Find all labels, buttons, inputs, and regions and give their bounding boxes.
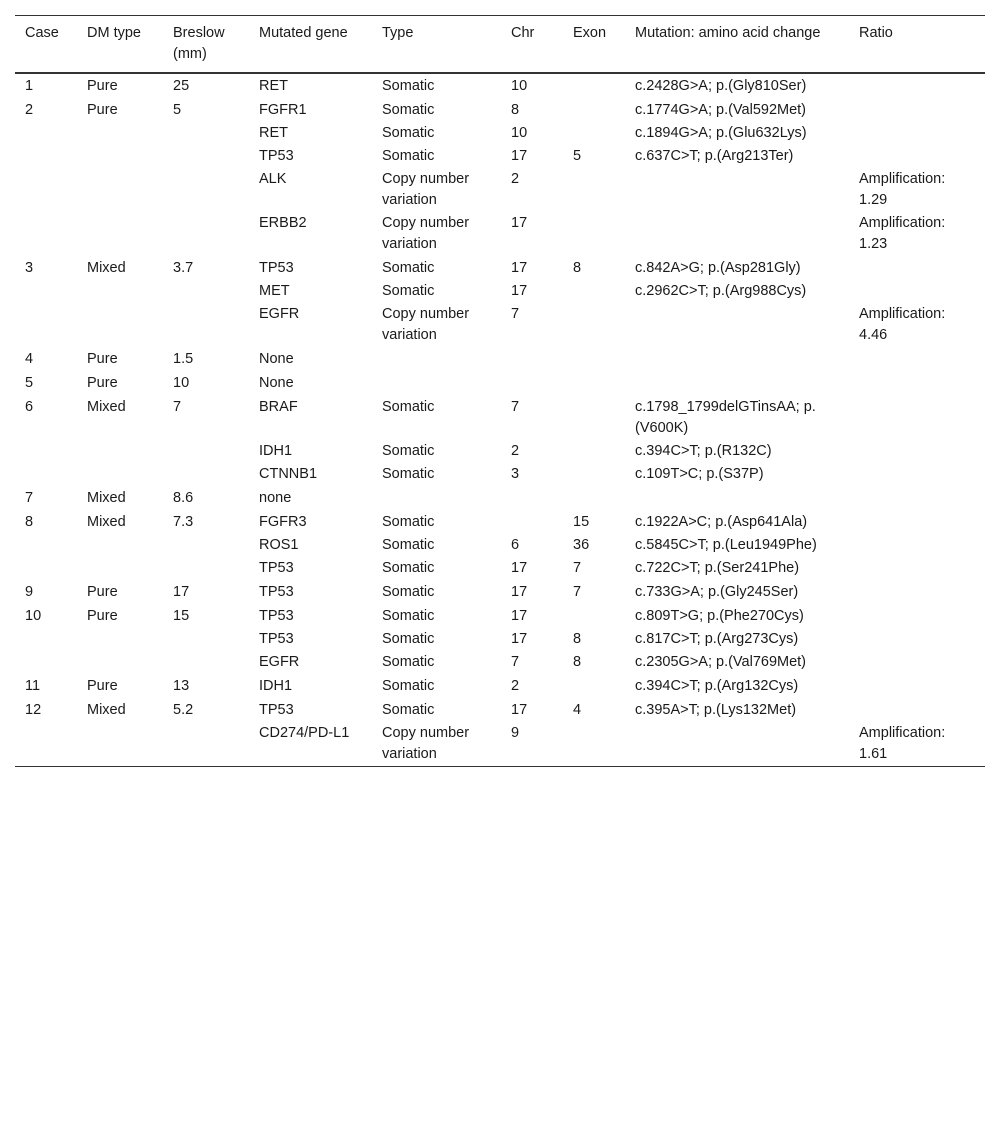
table-row [15,534,985,557]
cell-ratio [849,122,985,145]
cell-type: Copy number variation [382,171,470,208]
cell-exon: 7 [573,560,582,576]
cell-chr [501,486,563,510]
cell-breslow: 15 [173,608,190,624]
header-case: Case [25,25,59,41]
cell-mutation: c.1774G>A; p.(Val592Met) [635,102,807,118]
cell-chr: 2 [511,171,520,187]
cell-dm-type [77,303,163,347]
cell-mutation: c.842A>G; p.(Asp281Gly) [635,260,801,276]
cell-exon: 8 [573,654,582,670]
cell-mutated-gene: CTNNB1 [259,466,318,482]
cell-mutation [625,303,849,347]
cell-mutated-gene: TP53 [259,631,294,647]
cell-ratio: Amplification: 1.29 [859,171,946,208]
cell-dm-type [77,280,163,303]
cell-ratio [849,371,985,395]
cell-exon [563,440,625,463]
table-row [15,510,985,534]
cell-breslow [163,440,249,463]
cell-chr: 8 [511,102,520,118]
cell-dm-type [77,557,163,580]
cell-chr: 17 [511,283,528,299]
cell-breslow [163,122,249,145]
table-row [15,580,985,604]
cell-dm-type: Pure [87,678,118,694]
table-row [15,98,985,122]
cell-mutated-gene: none [259,490,292,506]
cell-mutated-gene: TP53 [259,702,294,718]
cell-dm-type: Mixed [87,514,126,530]
cell-breslow [163,534,249,557]
cell-dm-type [77,534,163,557]
cell-type: Somatic [382,466,435,482]
table-body [15,73,985,767]
cell-exon [563,395,625,440]
cell-breslow [163,212,249,256]
cell-exon [563,371,625,395]
cell-exon [563,122,625,145]
table-row [15,73,985,98]
cell-type: Somatic [382,399,435,415]
cell-breslow [163,168,249,212]
cell-breslow: 5 [173,102,182,118]
cell-case: 3 [25,260,34,276]
header-row [15,16,985,74]
table-row [15,303,985,347]
cell-dm-type [77,628,163,651]
cell-type: Somatic [382,78,435,94]
table-row [15,486,985,510]
cell-dm-type: Pure [87,351,118,367]
table-row [15,212,985,256]
cell-ratio [849,628,985,651]
cell-breslow [163,628,249,651]
cell-ratio: Amplification: 4.46 [859,306,946,343]
cell-case: 12 [25,702,42,718]
cell-mutation: c.722C>T; p.(Ser241Phe) [635,560,800,576]
cell-exon [563,98,625,122]
cell-mutated-gene: ALK [259,171,287,187]
cell-ratio [849,280,985,303]
cell-ratio [849,674,985,698]
cell-type: Somatic [382,702,435,718]
cell-exon: 8 [573,631,582,647]
cell-ratio [849,145,985,168]
table-row [15,628,985,651]
table-row [15,651,985,674]
cell-chr: 7 [511,399,520,415]
cell-exon [563,168,625,212]
cell-type: Somatic [382,537,435,553]
cell-case: 4 [25,351,34,367]
cell-mutation: c.109T>C; p.(S37P) [635,466,764,482]
cell-type: Somatic [382,678,435,694]
cell-dm-type: Mixed [87,490,126,506]
table-row [15,256,985,280]
cell-type: Somatic [382,260,435,276]
cell-case: 11 [25,678,41,694]
cell-dm-type [77,145,163,168]
cell-breslow: 10 [173,375,190,391]
cell-chr [501,510,563,534]
cell-exon [563,212,625,256]
cell-type: Somatic [382,102,435,118]
cell-breslow [163,463,249,486]
cell-case: 6 [25,399,34,415]
cell-type: Somatic [382,560,435,576]
cell-mutation: c.5845C>T; p.(Leu1949Phe) [635,537,817,553]
cell-breslow: 25 [173,78,190,94]
cell-case [15,463,77,486]
cell-breslow [163,722,249,767]
cell-type: Somatic [382,148,435,164]
cell-breslow: 5.2 [173,702,194,718]
header-breslow: Breslow (mm) [173,25,225,62]
cell-ratio [849,463,985,486]
cell-type: Somatic [382,654,435,670]
header-mutation: Mutation: amino acid change [635,25,821,41]
cell-mutated-gene: EGFR [259,654,300,670]
cell-ratio [849,98,985,122]
cell-mutation: c.817C>T; p.(Arg273Cys) [635,631,799,647]
cell-mutated-gene: IDH1 [259,678,293,694]
cell-case [15,145,77,168]
cell-mutation [625,371,849,395]
cell-ratio [849,698,985,722]
cell-mutated-gene: FGFR3 [259,514,307,530]
cell-breslow [163,651,249,674]
table-row [15,463,985,486]
cell-ratio [849,557,985,580]
cell-chr: 17 [511,215,528,231]
cell-type [372,347,501,371]
cell-mutation: c.394C>T; p.(Arg132Cys) [635,678,799,694]
cell-chr: 3 [511,466,520,482]
cell-type: Somatic [382,608,435,624]
cell-mutation: c.2305G>A; p.(Val769Met) [635,654,807,670]
cell-type: Somatic [382,514,435,530]
cell-case [15,280,77,303]
cell-chr [501,371,563,395]
cell-type: Copy number variation [382,215,470,252]
header-type: Type [382,25,414,41]
cell-chr: 2 [511,678,520,694]
cell-case [15,628,77,651]
cell-mutated-gene: FGFR1 [259,102,307,118]
cell-case [15,534,77,557]
cell-mutation: c.2962C>T; p.(Arg988Cys) [635,283,807,299]
table-row [15,722,985,767]
mutation-table [15,15,985,767]
header-dm-type: DM type [87,25,141,41]
cell-dm-type [77,440,163,463]
cell-dm-type: Mixed [87,399,126,415]
cell-mutation: c.1894G>A; p.(Glu632Lys) [635,125,807,141]
cell-exon [563,604,625,628]
cell-mutated-gene: RET [259,78,288,94]
cell-type: Somatic [382,631,435,647]
cell-chr: 7 [511,654,520,670]
cell-case: 10 [25,608,42,624]
cell-dm-type: Pure [87,78,118,94]
cell-mutated-gene: IDH1 [259,443,293,459]
cell-case [15,122,77,145]
cell-case [15,168,77,212]
cell-mutation: c.637C>T; p.(Arg213Ter) [635,148,794,164]
cell-case: 8 [25,514,34,530]
cell-type: Somatic [382,283,435,299]
cell-mutated-gene: EGFR [259,306,300,322]
cell-case [15,722,77,767]
cell-mutation: c.1922A>C; p.(Asp641Ala) [635,514,808,530]
cell-mutation [625,212,849,256]
cell-exon [563,486,625,510]
cell-exon [563,303,625,347]
cell-dm-type: Pure [87,102,118,118]
cell-chr: 17 [511,584,528,600]
cell-case: 9 [25,584,34,600]
cell-breslow [163,557,249,580]
cell-case: 7 [25,490,34,506]
cell-dm-type [77,122,163,145]
cell-breslow: 1.5 [173,351,194,367]
cell-chr: 2 [511,443,520,459]
cell-dm-type [77,168,163,212]
table-row [15,557,985,580]
cell-exon: 7 [573,584,582,600]
cell-chr: 9 [511,725,520,741]
cell-ratio [849,534,985,557]
cell-breslow: 7.3 [173,514,194,530]
header-exon: Exon [573,25,607,41]
cell-ratio [849,651,985,674]
cell-mutation [625,722,849,767]
table-row [15,674,985,698]
cell-ratio [849,580,985,604]
cell-chr: 17 [511,260,528,276]
cell-chr: 6 [511,537,520,553]
cell-dm-type: Mixed [87,702,126,718]
table-row [15,122,985,145]
cell-ratio: Amplification: 1.61 [859,725,946,762]
cell-exon [563,722,625,767]
cell-case [15,212,77,256]
cell-chr: 17 [511,560,528,576]
cell-type: Somatic [382,125,435,141]
cell-case [15,557,77,580]
cell-exon: 8 [573,260,582,276]
cell-breslow [163,145,249,168]
cell-exon [563,73,625,98]
table-row [15,145,985,168]
cell-exon [563,674,625,698]
cell-mutation: c.395A>T; p.(Lys132Met) [635,702,797,718]
cell-mutated-gene: None [259,375,294,391]
cell-chr: 7 [511,306,520,322]
cell-ratio [849,510,985,534]
cell-exon: 5 [573,148,582,164]
table-row [15,347,985,371]
cell-type: Somatic [382,443,435,459]
cell-mutated-gene: TP53 [259,608,294,624]
header-mutated-gene: Mutated gene [259,25,348,41]
table-row [15,440,985,463]
header-ratio: Ratio [859,25,893,41]
cell-mutation [625,486,849,510]
cell-exon [563,463,625,486]
cell-exon: 15 [573,514,590,530]
cell-dm-type: Mixed [87,260,126,276]
cell-mutated-gene: TP53 [259,260,294,276]
cell-chr: 10 [511,125,528,141]
cell-type: Somatic [382,584,435,600]
cell-dm-type [77,722,163,767]
cell-ratio [849,256,985,280]
cell-breslow [163,303,249,347]
cell-case: 5 [25,375,34,391]
cell-breslow: 13 [173,678,190,694]
cell-mutation [625,168,849,212]
cell-chr: 17 [511,148,528,164]
cell-mutated-gene: ERBB2 [259,215,307,231]
cell-ratio [849,486,985,510]
cell-ratio [849,440,985,463]
cell-exon [563,280,625,303]
cell-breslow: 3.7 [173,260,194,276]
cell-ratio [849,604,985,628]
cell-dm-type [77,212,163,256]
cell-case: 1 [25,78,34,94]
cell-mutated-gene: TP53 [259,148,294,164]
cell-mutation [625,347,849,371]
cell-mutated-gene: CD274/PD-L1 [259,725,350,741]
cell-ratio [849,347,985,371]
cell-case [15,440,77,463]
cell-breslow: 7 [173,399,182,415]
cell-mutated-gene: ROS1 [259,537,299,553]
cell-mutated-gene: None [259,351,294,367]
cell-chr: 17 [511,702,528,718]
cell-exon: 4 [573,702,582,718]
cell-chr: 17 [511,608,528,624]
cell-dm-type [77,651,163,674]
cell-dm-type: Pure [87,608,118,624]
cell-mutation: c.1798_1799delGTinsAA; p.(V600K) [635,399,816,436]
table-row [15,604,985,628]
cell-mutated-gene: TP53 [259,560,294,576]
table-row [15,395,985,440]
table-row [15,698,985,722]
cell-mutated-gene: BRAF [259,399,298,415]
cell-case [15,303,77,347]
cell-breslow: 8.6 [173,490,194,506]
cell-ratio: Amplification: 1.23 [859,215,946,252]
cell-mutation: c.2428G>A; p.(Gly810Ser) [635,78,807,94]
cell-type: Copy number variation [382,725,470,762]
cell-dm-type: Pure [87,584,118,600]
cell-dm-type [77,463,163,486]
cell-breslow [163,280,249,303]
cell-type [372,371,501,395]
table-row [15,280,985,303]
cell-case [15,651,77,674]
cell-mutated-gene: RET [259,125,288,141]
cell-exon: 36 [573,537,590,553]
cell-mutation: c.394C>T; p.(R132C) [635,443,772,459]
cell-case: 2 [25,102,34,118]
cell-mutation: c.733G>A; p.(Gly245Ser) [635,584,799,600]
cell-dm-type: Pure [87,375,118,391]
cell-chr: 17 [511,631,528,647]
cell-chr: 10 [511,78,528,94]
cell-ratio [849,395,985,440]
table-row [15,168,985,212]
table-header [15,16,985,74]
cell-breslow: 17 [173,584,190,600]
cell-chr [501,347,563,371]
cell-ratio [849,73,985,98]
cell-mutation: c.809T>G; p.(Phe270Cys) [635,608,804,624]
cell-mutated-gene: MET [259,283,290,299]
cell-exon [563,347,625,371]
table-row [15,371,985,395]
cell-mutated-gene: TP53 [259,584,294,600]
header-chr: Chr [511,25,535,41]
cell-type: Copy number variation [382,306,470,343]
cell-type [372,486,501,510]
